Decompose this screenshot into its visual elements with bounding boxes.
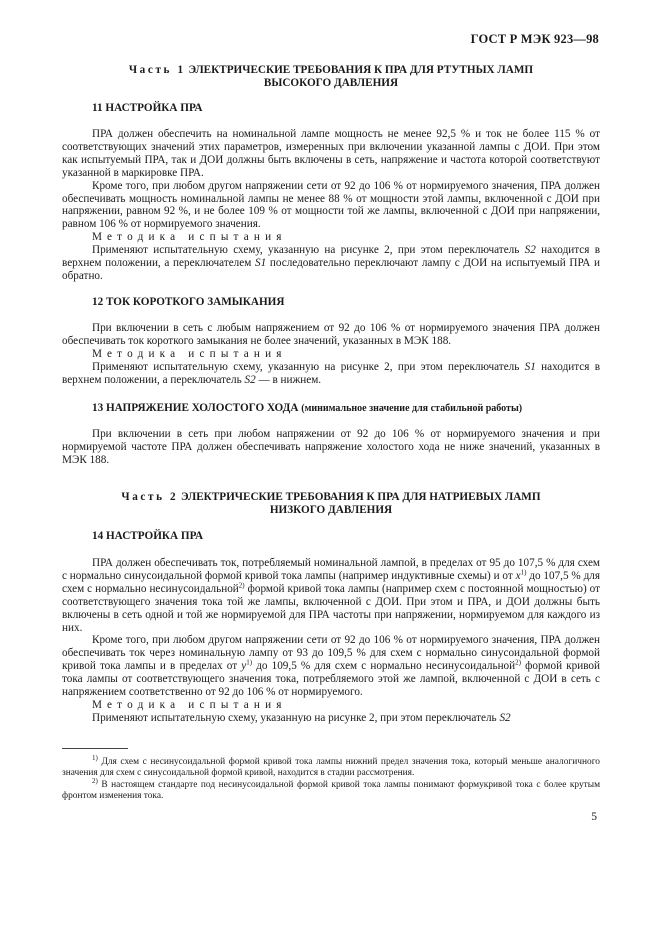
part2-label: Часть 2 [121, 491, 179, 503]
standard-code: ГОСТ Р МЭК 923—98 [470, 32, 599, 46]
section-11-paragraph-3: Применяют испытательную схему, указанную на рисунке 2, при этом переключатель S2 находится в верхнем положении, а переключателем S1 последовательно переключают лампу с ДОИ на испытуемый ПРА и обратно. [62, 244, 600, 282]
section-13-heading-note: (минимальное значение для стабильной работы) [301, 403, 523, 414]
part1-title [62, 64, 600, 90]
section-11-paragraph-2: Кроме того, при любом другом напряжении сети от 92 до 106 % от нормируемого значения, ПРА должен обеспечивать мощность номинальной лампы не менее 88 % от мощности этой лампы, включенной с ДОИ при напряжении, равном 92 %, и не более 109 % от мощности той же лампы, включенной с ДОИ при напряжении, равном 106 % от нормируемого значения. [62, 179, 600, 231]
part2-title-line1: ЭЛЕКТРИЧЕСКИЕ ТРЕБОВАНИЯ К ПРА ДЛЯ НАТРИЕВЫХ ЛАМП [181, 491, 541, 503]
footnote-1: $^{1)}$ Для схем с несинусоидальной формой кривой тока лампы нижний предел значения тока, который меньше аналогичного значения для схем с синусоидальной формой кривой, находится в стадии рассмотрения. [62, 753, 600, 779]
footnotes [62, 753, 600, 803]
section-14-heading: 14 НАСТРОЙКА ПРА [92, 530, 204, 542]
section-12-paragraph-2: Применяют испытательную схему, указанную на рисунке 2, при этом переключатель S1 находится в верхнем положении, а переключатель S2 — в нижнем. [62, 360, 600, 386]
part2-title [62, 491, 600, 517]
part1-title-line1: ЭЛЕКТРИЧЕСКИЕ ТРЕБОВАНИЯ К ПРА ДЛЯ РТУТНЫХ ЛАМП [188, 64, 534, 76]
footnote-divider [62, 748, 128, 749]
part1-title-line2: ВЫСОКОГО ДАВЛЕНИЯ [263, 77, 399, 89]
section-12-paragraph-1: При включении в сеть с любым напряжением от 92 до 106 % от нормируемого значения ПРА должен обеспечивать ток короткого замыкания не более значений, указанных в МЭК 188. [62, 322, 600, 347]
section-14-paragraph-1: ПРА должен обеспечивать ток, потребляемый номинальной лампой, в пределах от 95 до 107,5 % для схем с нормально синусоидальной формой кривой тока лампы (например индуктивные схемы) и от $x^{1)}$ до 107,5 % для схем с нормально несинусоидальной$^{2)}$ формой кривой тока лампы (например схем с постоянной мощностью) от соответствующего значения тока той же лампы, включенной с ДОИ. При этом и ПРА, и ДОИ должны быть включены в сеть одной и той же нормируемой для ПРА частоты при напряжении, нормируемом для каждого из них. [62, 557, 600, 634]
part1-label: Часть 1 [128, 64, 186, 76]
section-13-heading: 13 НАПРЯЖЕНИЕ ХОЛОСТОГО ХОДА (минимальное значение для стабильной работы) [92, 402, 523, 414]
section-12-method-heading: Методика испытания [92, 347, 287, 360]
section-13-paragraph-1: При включении в сеть при любом напряжении от 92 до 106 % от нормируемого значения и при нормируемой частоте ПРА должен обеспечивать напряжение холостого хода не ниже значений, указанных в МЭК 188. [62, 428, 600, 466]
footnote-2: $^{2)}$ В настоящем стандарте под несинусоидальной формой кривой тока лампы понимают формукривой тока с более крутым фронтом изменения тока. [62, 776, 600, 802]
section-12-heading: 12 ТОК КОРОТКОГО ЗАМЫКАНИЯ [92, 296, 285, 308]
section-14-paragraph-2: Кроме того, при любом другом напряжении сети от 92 до 106 % от нормируемого значения, ПРА должен обеспечивать ток через номинальную лампу от 93 до 109,5 % для схем с нормально синусоидальной формой кривой тока лампы и в пределах от $y^{1)}$ до 109,5 % для схем с нормально несинусоидальной$^{2)}$ формой кривой тока лампы от соответствующего значения тока, потребляемого этой же лампой, включенной с ДОИ в сеть с напряжением соответственно от 92 до 106 % от нормируемого. [62, 634, 601, 699]
section-11-method-heading: Методика испытания [92, 231, 287, 244]
section-14-body [62, 557, 600, 725]
section-11-paragraph-1: ПРА должен обеспечить на номинальной лампе мощность не менее 92,5 % и ток не более 115 % от соответствующих значений этих параметров, измеренных при включении указанной лампы с ДОИ. При этом как испытуемый ПРА, так и ДОИ должны быть включены в сеть, напряжение и частота которой соответствуют указанной в маркировке ПРА. [62, 128, 600, 179]
section-12-body [62, 322, 600, 387]
section-11-heading: 11 НАСТРОЙКА ПРА [92, 102, 203, 114]
section-14-paragraph-3: Применяют испытательную схему, указанную на рисунке 2, при этом переключатель S2 [92, 711, 511, 724]
section-13-body [62, 428, 600, 467]
page-number: 5 [591, 811, 597, 823]
section-11-body [62, 128, 600, 283]
part2-title-line2: НИЗКОГО ДАВЛЕНИЯ [269, 504, 393, 516]
section-14-method-heading: Методика испытания [92, 698, 287, 711]
